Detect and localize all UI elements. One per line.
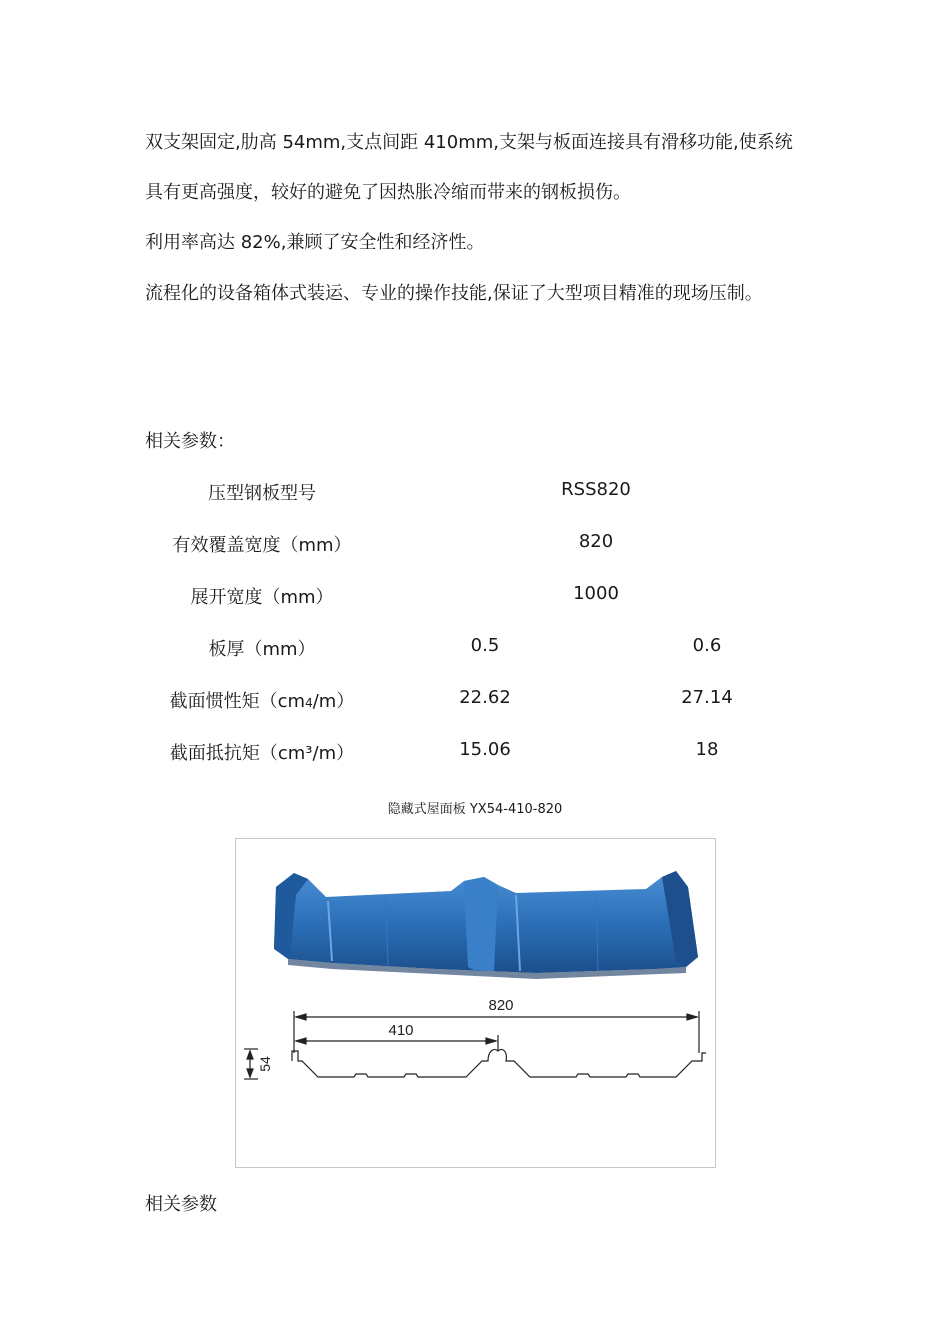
profile-drawing bbox=[244, 1011, 706, 1079]
row-value-model: RSS820 bbox=[561, 479, 631, 500]
row-value-thickness-1: 0.5 bbox=[470, 635, 500, 656]
dim-span-label: 410 bbox=[388, 1022, 414, 1039]
panel-photo bbox=[274, 871, 698, 979]
dim-total-label: 820 bbox=[488, 997, 514, 1014]
figure-caption: 隐藏式屋面板 YX54-410-820 bbox=[387, 802, 563, 817]
row-value-inertia-2: 27.14 bbox=[681, 687, 733, 708]
footer-heading: 相关参数 bbox=[145, 1194, 217, 1215]
row-value-resistance-2: 18 bbox=[695, 739, 719, 760]
row-value-thickness-2: 0.6 bbox=[692, 635, 722, 656]
intro-line-3: 利用率高达 82%,兼顾了安全性和经济性。 bbox=[145, 232, 485, 253]
row-value-effective-width: 820 bbox=[578, 531, 614, 552]
intro-line-2: 具有更高强度，较好的避免了因热胀冷缩而带来的钢板损伤。 bbox=[145, 182, 631, 203]
params-heading: 相关参数： bbox=[145, 431, 235, 452]
intro-line-4: 流程化的设备箱体式装运、专业的操作技能,保证了大型项目精准的现场压制。 bbox=[145, 283, 763, 304]
row-label-model: 压型钢板型号 bbox=[208, 483, 316, 504]
row-label-inertia bbox=[170, 687, 355, 713]
inertia-label-a: 截面惯性矩（cm bbox=[169, 691, 306, 712]
roof-panel-drawing bbox=[236, 839, 715, 1167]
row-label-unfolded-width: 展开宽度（mm） bbox=[190, 587, 334, 608]
roof-panel-figure bbox=[235, 838, 716, 1168]
row-label-effective-width: 有效覆盖宽度（mm） bbox=[172, 535, 352, 556]
row-value-inertia-1: 22.62 bbox=[459, 687, 511, 708]
inertia-label-b: /m） bbox=[312, 691, 355, 712]
dim-height-label: 54 bbox=[257, 1056, 273, 1072]
inertia-label-sub: 4 bbox=[305, 696, 313, 710]
intro-line-1: 双支架固定,肋高 54mm,支点间距 410mm,支架与板面连接具有滑移功能,使系统 bbox=[145, 132, 793, 153]
row-label-resistance: 截面抵抗矩（cm³/m） bbox=[169, 743, 355, 764]
row-value-unfolded-width: 1000 bbox=[573, 583, 619, 604]
row-value-resistance-1: 15.06 bbox=[459, 739, 511, 760]
row-label-thickness: 板厚（mm） bbox=[208, 639, 316, 660]
